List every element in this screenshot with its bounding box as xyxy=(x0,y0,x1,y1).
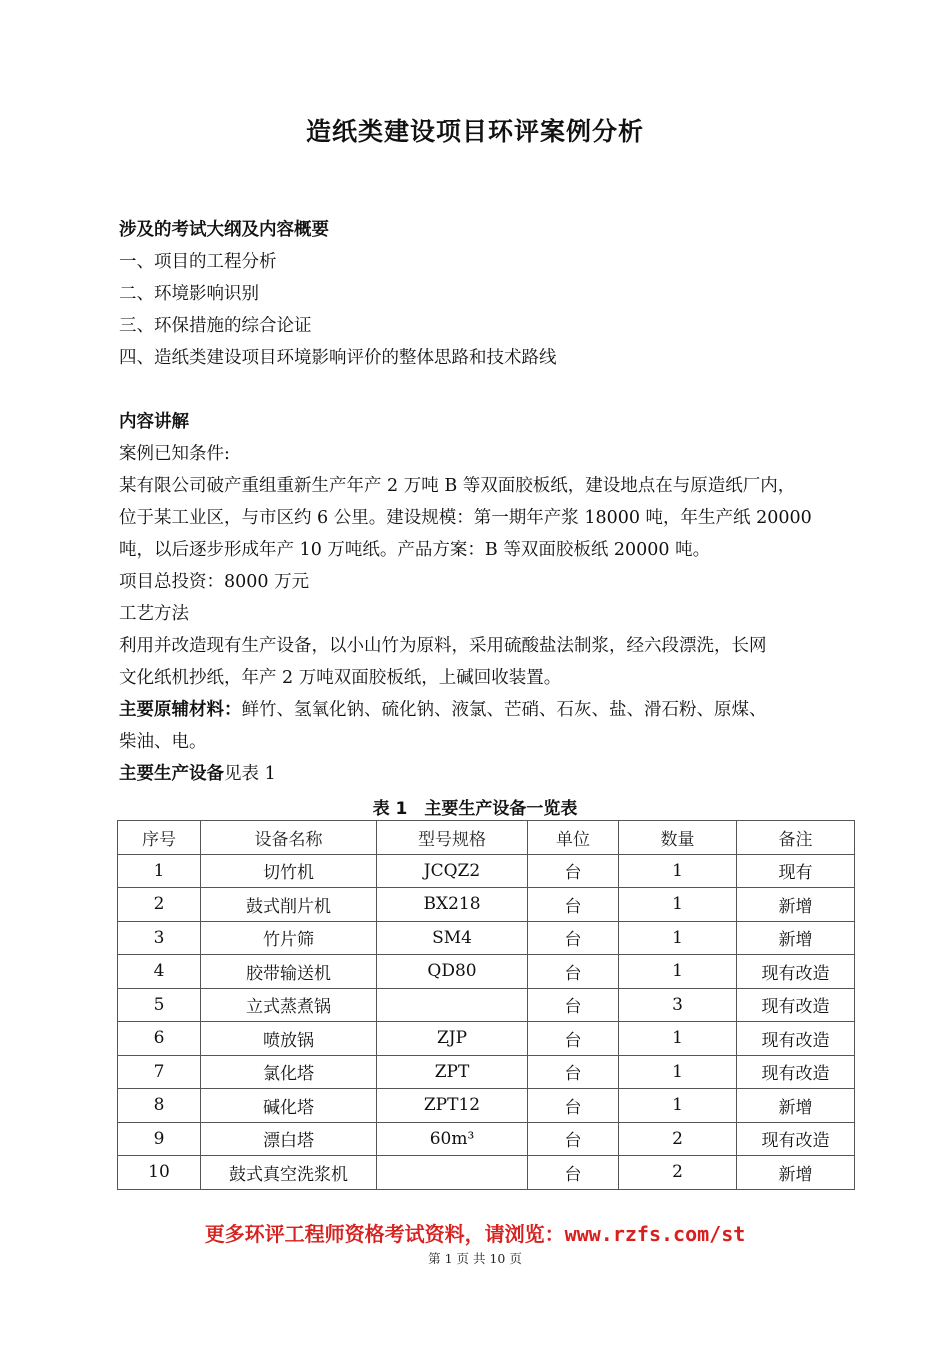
project-paragraph-line: 吨，以后逐步形成年产 10 万吨纸。产品方案：B 等双面胶板纸 20000 吨。 xyxy=(119,540,711,560)
outline-item: 三、环保措施的综合论证 xyxy=(119,316,312,336)
table-cell: QD80 xyxy=(377,955,528,989)
table-cell: 1 xyxy=(118,854,201,888)
table-cell: 现有改造 xyxy=(737,1022,855,1056)
table-cell: 2 xyxy=(619,1122,737,1156)
table-cell: 60m³ xyxy=(377,1122,528,1156)
table-cell: 新增 xyxy=(737,888,855,922)
table-cell: 台 xyxy=(528,888,619,922)
materials-line-2: 柴油、电。 xyxy=(119,732,207,752)
table-row xyxy=(118,1089,855,1123)
table-cell xyxy=(377,1156,528,1190)
table-cell: 胶带输送机 xyxy=(201,955,377,989)
table-cell: 5 xyxy=(118,988,201,1022)
table-cell: 4 xyxy=(118,955,201,989)
table-cell: 台 xyxy=(528,1089,619,1123)
table-cell: 台 xyxy=(528,955,619,989)
outline-item: 二、环境影响识别 xyxy=(119,284,259,304)
table-cell: 1 xyxy=(619,1055,737,1089)
table-cell: 立式蒸煮锅 xyxy=(201,988,377,1022)
table-cell: 1 xyxy=(619,921,737,955)
table-cell xyxy=(377,988,528,1022)
table-caption: 表 1 主要生产设备一览表 xyxy=(372,799,578,819)
table-cell: 现有改造 xyxy=(737,955,855,989)
table-row xyxy=(118,1122,855,1156)
known-conditions-label: 案例已知条件: xyxy=(119,444,230,464)
header-cell: 备注 xyxy=(737,821,855,855)
materials-line xyxy=(119,699,767,721)
equipment-ref: 见表 1 xyxy=(224,764,276,784)
outline-item: 四、造纸类建设项目环境影响评价的整体思路和技术路线 xyxy=(119,348,557,368)
table-cell: 现有改造 xyxy=(737,1122,855,1156)
table-cell: SM4 xyxy=(377,921,528,955)
table-cell: 7 xyxy=(118,1055,201,1089)
table-cell: 氯化塔 xyxy=(201,1055,377,1089)
table-cell: ZJP xyxy=(377,1022,528,1056)
table-cell: 台 xyxy=(528,988,619,1022)
table-cell: 台 xyxy=(528,1022,619,1056)
project-paragraph-line: 某有限公司破产重组重新生产年产 2 万吨 B 等双面胶板纸，建设地点在与原造纸厂内， xyxy=(119,476,796,496)
materials-list: 鲜竹、氢氧化钠、硫化钠、液氯、芒硝、石灰、盐、滑石粉、原煤、 xyxy=(241,700,767,720)
table-row xyxy=(118,921,855,955)
table-cell: 现有改造 xyxy=(737,1055,855,1089)
table-cell: 新增 xyxy=(737,1156,855,1190)
table-cell: 2 xyxy=(619,1156,737,1190)
table-cell: 鼓式削片机 xyxy=(201,888,377,922)
table-cell: 竹片筛 xyxy=(201,921,377,955)
equipment-line xyxy=(119,763,276,785)
promo-link[interactable]: 更多环评工程师资格考试资料，请浏览：www.rzfs.com/st xyxy=(204,1222,746,1246)
table-cell: 现有改造 xyxy=(737,988,855,1022)
table-row xyxy=(118,888,855,922)
header-cell: 型号规格 xyxy=(377,821,528,855)
table-cell: 3 xyxy=(619,988,737,1022)
table-row xyxy=(118,955,855,989)
header-cell: 数量 xyxy=(619,821,737,855)
process-line: 文化纸机抄纸，年产 2 万吨双面胶板纸，上碱回收装置。 xyxy=(119,668,562,688)
equipment-table xyxy=(117,820,855,1190)
table-cell: 1 xyxy=(619,854,737,888)
table-cell: JCQZ2 xyxy=(377,854,528,888)
table-cell: 台 xyxy=(528,1156,619,1190)
investment-line: 项目总投资：8000 万元 xyxy=(119,572,310,592)
table-cell: BX218 xyxy=(377,888,528,922)
table-cell: 1 xyxy=(619,1089,737,1123)
table-cell: 现有 xyxy=(737,854,855,888)
table-cell: 漂白塔 xyxy=(201,1122,377,1156)
table-row xyxy=(118,1156,855,1190)
process-label: 工艺方法 xyxy=(119,604,189,624)
outline-item: 一、项目的工程分析 xyxy=(119,252,277,272)
table-cell: 台 xyxy=(528,1055,619,1089)
table-cell: 1 xyxy=(619,1022,737,1056)
table-cell: 新增 xyxy=(737,921,855,955)
table-header-row xyxy=(118,821,855,855)
project-paragraph-line: 位于某工业区，与市区约 6 公里。建设规模：第一期年产浆 18000 吨，年生产纸 20000 xyxy=(119,508,812,528)
page-number: 第 1 页 共 10 页 xyxy=(428,1251,522,1266)
table-cell: 鼓式真空洗浆机 xyxy=(201,1156,377,1190)
table-row xyxy=(118,1055,855,1089)
header-cell: 单位 xyxy=(528,821,619,855)
table-cell: 1 xyxy=(619,955,737,989)
table-cell: 3 xyxy=(118,921,201,955)
table-cell: 8 xyxy=(118,1089,201,1123)
table-cell: 台 xyxy=(528,1122,619,1156)
outline-heading: 涉及的考试大纲及内容概要 xyxy=(119,220,329,240)
header-cell: 设备名称 xyxy=(201,821,377,855)
table-cell: 9 xyxy=(118,1122,201,1156)
table-row xyxy=(118,854,855,888)
materials-label: 主要原辅材料： xyxy=(119,700,242,720)
table-cell: ZPT12 xyxy=(377,1089,528,1123)
table-cell: 台 xyxy=(528,854,619,888)
table-cell: 1 xyxy=(619,888,737,922)
document-title: 造纸类建设项目环评案例分析 xyxy=(305,117,644,146)
table-cell: 6 xyxy=(118,1022,201,1056)
table-cell: 切竹机 xyxy=(201,854,377,888)
table-row xyxy=(118,988,855,1022)
table-cell: 台 xyxy=(528,921,619,955)
table-row xyxy=(118,1022,855,1056)
equipment-label: 主要生产设备 xyxy=(119,764,224,784)
table-cell: 2 xyxy=(118,888,201,922)
table-cell: 新增 xyxy=(737,1089,855,1123)
table-cell: 10 xyxy=(118,1156,201,1190)
header-cell: 序号 xyxy=(118,821,201,855)
process-line: 利用并改造现有生产设备，以小山竹为原料，采用硫酸盐法制浆，经六段漂洗，长网 xyxy=(119,636,767,656)
table-cell: ZPT xyxy=(377,1055,528,1089)
table-cell: 碱化塔 xyxy=(201,1089,377,1123)
table-cell: 喷放锅 xyxy=(201,1022,377,1056)
content-heading: 内容讲解 xyxy=(119,412,189,432)
